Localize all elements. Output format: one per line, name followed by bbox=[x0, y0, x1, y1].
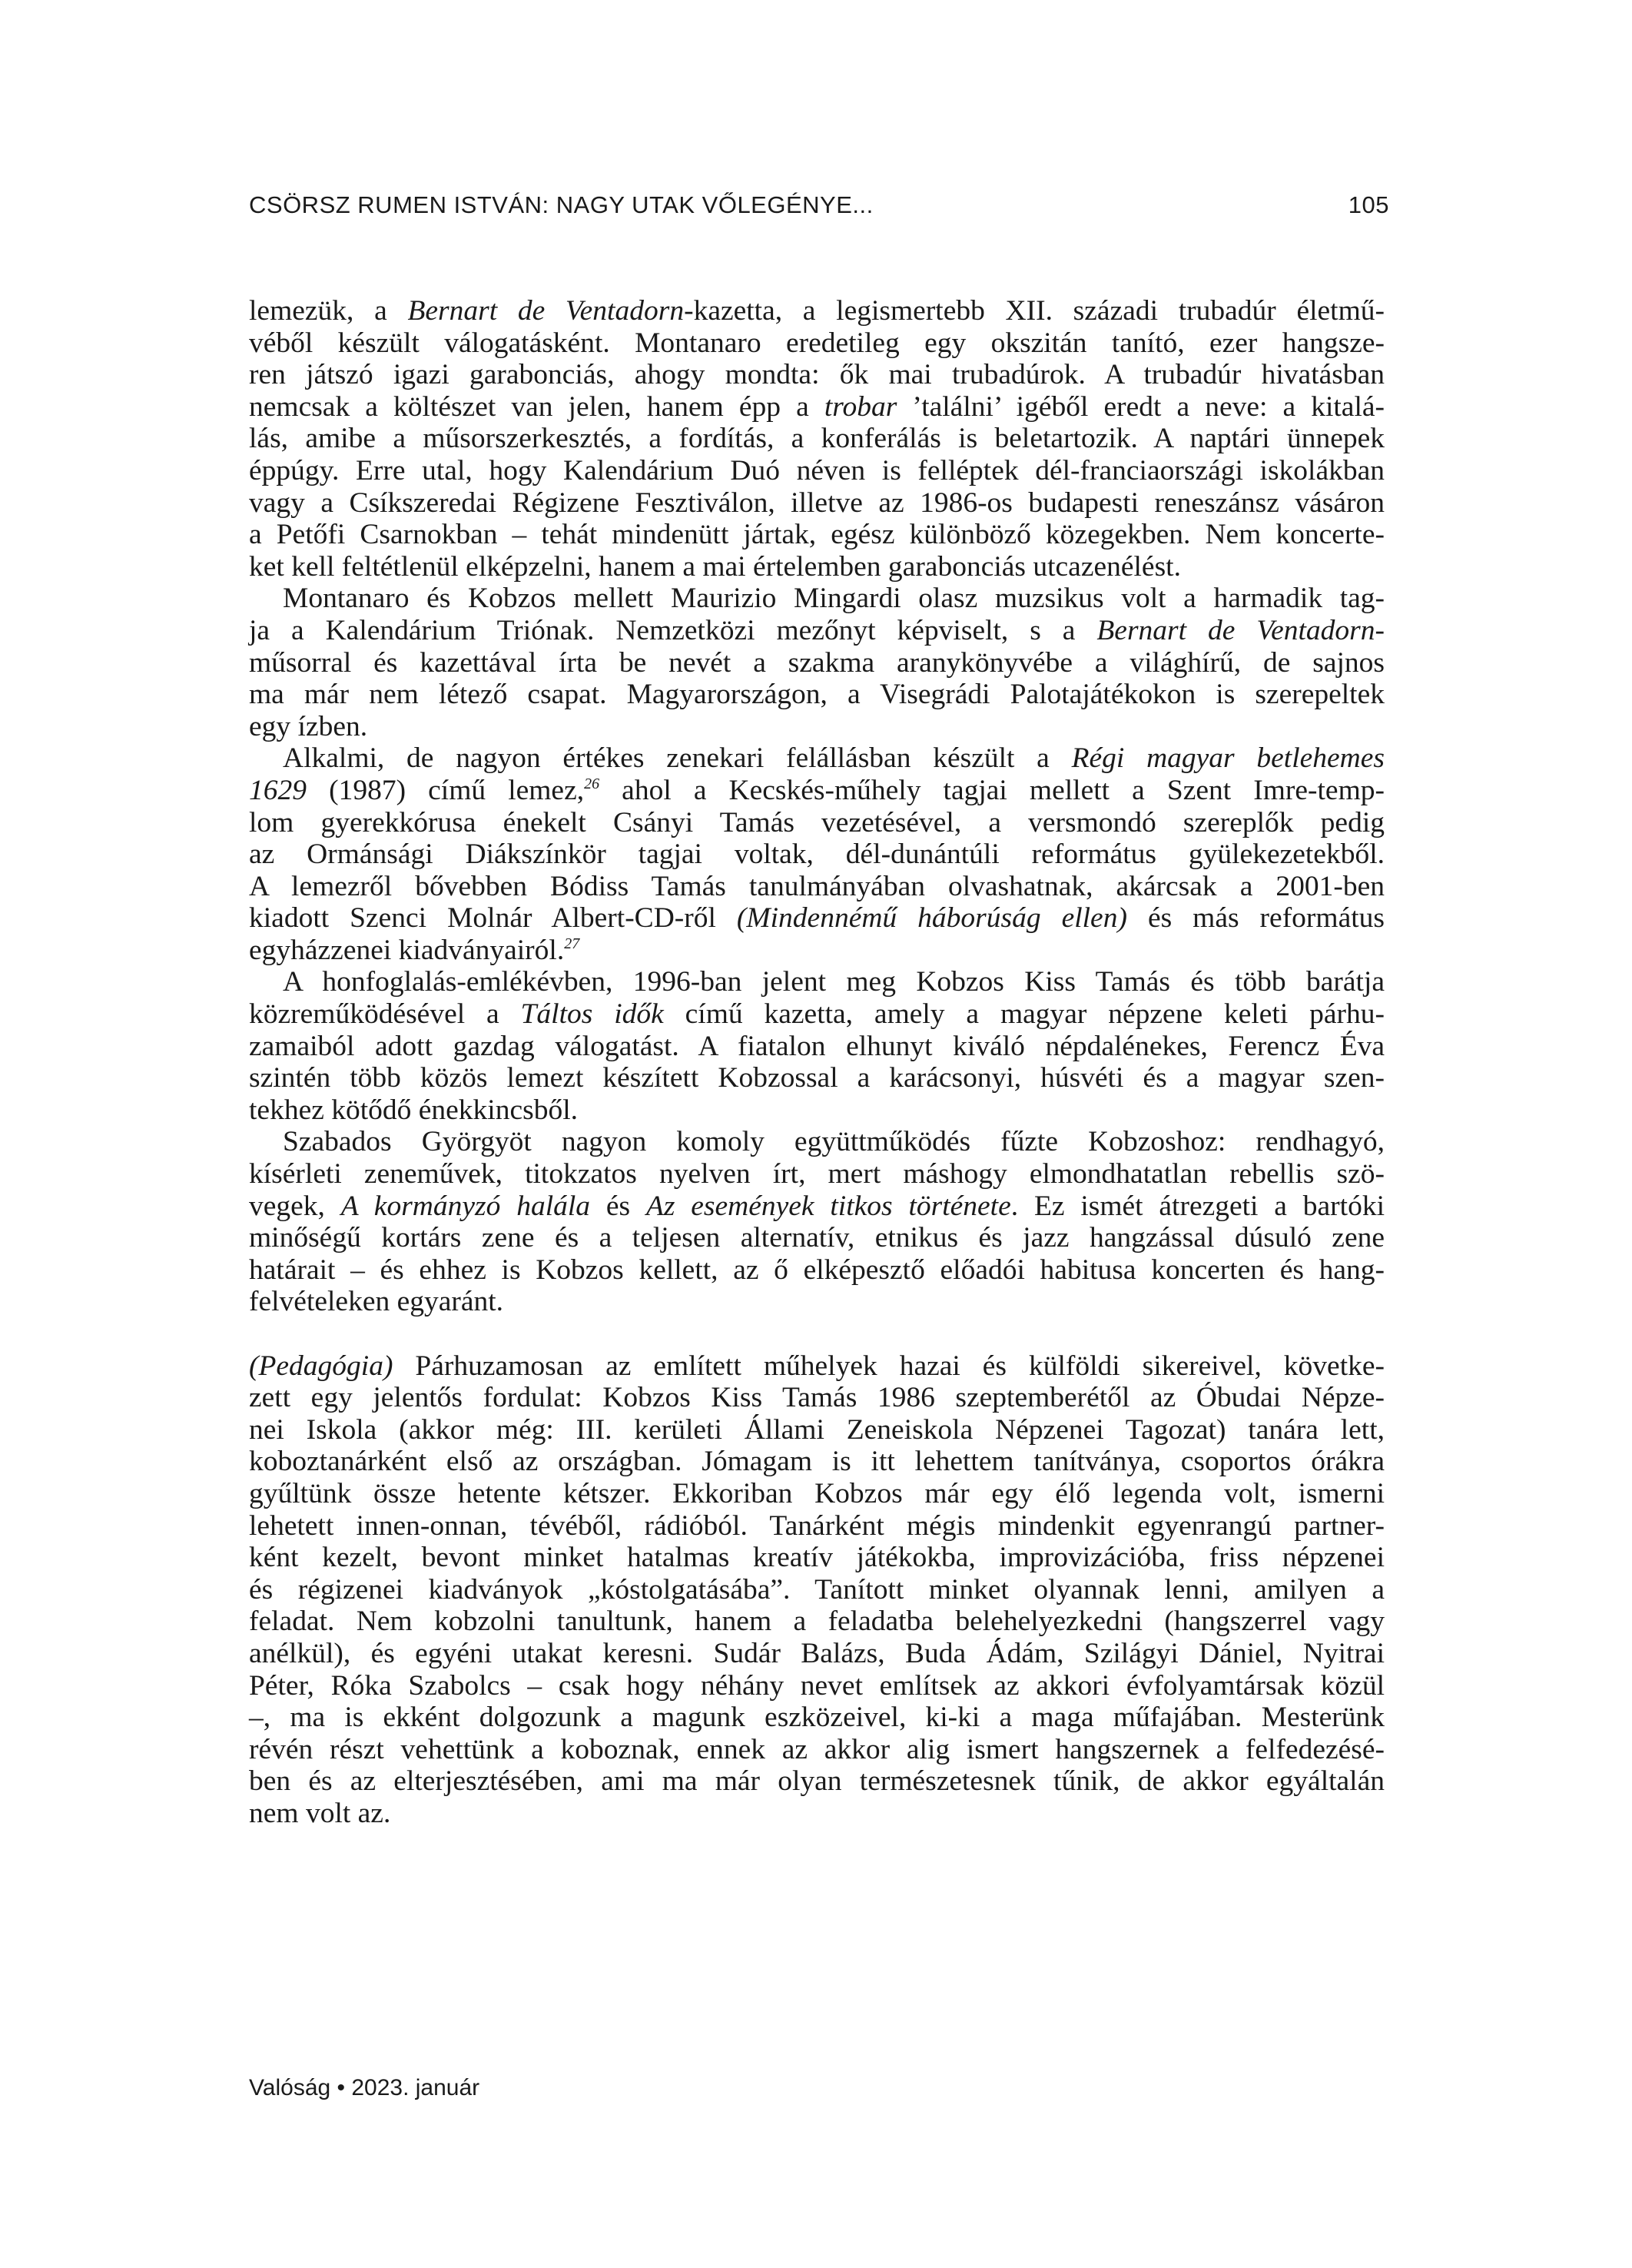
page-footer bbox=[249, 2075, 479, 2101]
text-run: lemezük, a bbox=[249, 295, 408, 327]
text-run: -kazetta, a legismertebb XII. századi trubadúr életmű- bbox=[684, 295, 1385, 327]
text-line bbox=[249, 327, 1385, 360]
text-line bbox=[249, 1798, 1385, 1830]
paragraph bbox=[249, 1126, 1385, 1318]
text-run: ben és az elterjesztésében, ami ma már olyan természetesnek tűnik, de akkor egyáltalán bbox=[249, 1765, 1385, 1798]
text-line bbox=[249, 615, 1385, 647]
text-line bbox=[249, 1414, 1385, 1446]
text-run: kiadott Szenci Molnár Albert-CD-ről bbox=[249, 902, 737, 935]
running-head bbox=[249, 191, 1389, 219]
text-run: határait – és ehhez is Kobzos kellett, az ő elképesztő előadói habitusa koncerten és hang- bbox=[249, 1254, 1385, 1286]
text-run: feladat. Nem kobzolni tanultunk, hanem a feladatba belehelyezkedni (hangszerrel vagy bbox=[249, 1606, 1385, 1638]
text-line bbox=[249, 1606, 1385, 1638]
text-line bbox=[249, 711, 1385, 743]
text-run: vagy a Csíkszeredai Régizene Fesztiválon, illetve az 1986-os budapesti reneszánsz vásáron bbox=[249, 486, 1385, 519]
text-line bbox=[249, 359, 1385, 391]
text-line bbox=[249, 1765, 1385, 1798]
text-run: ma már nem létező csapat. Magyarországon, a Visegrádi Palotajátékokon is szerepeltek bbox=[249, 679, 1385, 711]
text-line bbox=[249, 935, 1385, 967]
article-body bbox=[249, 295, 1385, 1830]
text-run: A lemezről bővebben Bódiss Tamás tanulmányában olvashatnak, akárcsak a 2001-ben bbox=[249, 870, 1385, 902]
text-run: –, ma is ekként dolgozunk a magunk eszközeivel, ki-ki a maga műfajában. Mesterünk bbox=[249, 1702, 1385, 1734]
text-run: Párhuzamosan az említett műhelyek hazai és külföldi sikereivel, követke- bbox=[393, 1350, 1385, 1382]
text-run: - bbox=[1375, 614, 1385, 646]
text-line bbox=[249, 1382, 1385, 1414]
text-run: véből készült válogatásként. Montanaro eredetileg egy okszitán tanító, ezer hangsze- bbox=[249, 327, 1385, 359]
text-line bbox=[249, 1031, 1385, 1063]
text-run: felvételeken egyaránt. bbox=[249, 1286, 504, 1318]
text-line bbox=[249, 1702, 1385, 1734]
text-line bbox=[249, 871, 1385, 903]
text-line bbox=[249, 487, 1385, 520]
text-line bbox=[249, 1638, 1385, 1670]
text-line bbox=[249, 455, 1385, 487]
text-run: gyűltünk össze hetente kétszer. Ekkoriban Kobzos már egy élő legenda volt, ismerni bbox=[249, 1477, 1385, 1509]
text-run: nemcsak a költészet van jelen, hanem épp a bbox=[249, 390, 824, 423]
paragraph bbox=[249, 295, 1385, 583]
italic-text: (Pedagógia) bbox=[249, 1350, 393, 1382]
italic-text: Bernart de Ventadorn bbox=[1096, 614, 1375, 646]
text-line bbox=[249, 1446, 1385, 1478]
text-line bbox=[249, 902, 1385, 935]
text-run: egy ízben. bbox=[249, 710, 368, 742]
italic-text: Régi magyar betlehemes bbox=[1071, 742, 1385, 775]
text-line bbox=[249, 1350, 1385, 1383]
section-gap bbox=[249, 1318, 1385, 1350]
text-line bbox=[249, 391, 1385, 423]
text-run: ahol a Kecskés-műhely tagjai mellett a Szent Imre-temp- bbox=[599, 774, 1385, 806]
text-line bbox=[249, 838, 1385, 871]
text-line bbox=[249, 1094, 1385, 1127]
text-run: műsorral és kazettával írta be nevét a szakma aranykönyvébe a világhírű, de sajnos bbox=[249, 646, 1385, 679]
text-line bbox=[249, 1478, 1385, 1510]
text-line bbox=[249, 1158, 1385, 1190]
text-run: közreműködésével a bbox=[249, 998, 521, 1031]
footnote-ref: 27 bbox=[564, 935, 580, 952]
text-line bbox=[249, 583, 1385, 615]
text-line bbox=[249, 519, 1385, 551]
text-run: lehetett innen-onnan, tévéből, rádióból. Tanárként mégis mindenkit egyenrangú partner- bbox=[249, 1509, 1385, 1542]
text-run: A honfoglalás-emlékévben, 1996-ban jelent meg Kobzos Kiss Tamás és több barátja bbox=[283, 966, 1385, 998]
italic-text: Táltos idők bbox=[520, 998, 664, 1031]
text-run: Montanaro és Kobzos mellett Maurizio Mingardi olasz muzsikus volt a harmadik tag- bbox=[283, 583, 1385, 615]
text-run: ket kell feltétlenül elképzelni, hanem a mai értelemben garabonciás utcazenélést. bbox=[249, 550, 1181, 583]
text-run: zamaiból adott gazdag válogatást. A fiatalon elhunyt kiváló népdalénekes, Ferencz Éva bbox=[249, 1030, 1385, 1062]
text-line bbox=[249, 807, 1385, 839]
text-run: szintén több közös lemezt készített Kobzossal a karácsonyi, húsvéti és a magyar szen- bbox=[249, 1062, 1385, 1094]
text-run: és régizenei kiadványok „kóstolgatásába”. Tanított minket olyannak lenni, amilyen a bbox=[249, 1573, 1385, 1606]
text-run: révén részt vehettünk a koboznak, ennek az akkor alig ismert hangszernek a felfedezésé- bbox=[249, 1733, 1385, 1765]
text-run: a Petőfi Csarnokban – tehát mindenütt jártak, egész különböző közegekben. Nem koncerte- bbox=[249, 519, 1385, 551]
text-run: lás, amibe a műsorszerkesztés, a fordítás, a konferálás is beletartozik. A naptári ünnepek bbox=[249, 423, 1385, 455]
text-line bbox=[249, 1286, 1385, 1318]
text-line bbox=[249, 998, 1385, 1031]
text-line bbox=[249, 647, 1385, 679]
text-run: ren játszó igazi garabonciás, ahogy mondta: ők mai trubadúrok. A trubadúr hivatásban bbox=[249, 359, 1385, 391]
footnote-ref: 26 bbox=[584, 775, 600, 792]
journal-issue: Valóság • 2023. január bbox=[249, 2075, 480, 2100]
text-line bbox=[249, 1126, 1385, 1158]
text-run: vegek, bbox=[249, 1190, 341, 1222]
text-run: nei Iskola (akkor még: III. kerületi Állami Zeneiskola Népzenei Tagozat) tanára lett, bbox=[249, 1413, 1385, 1446]
paragraph bbox=[249, 583, 1385, 742]
text-run: egyházzenei kiadványairól. bbox=[249, 934, 565, 966]
paragraph bbox=[249, 1350, 1385, 1830]
text-run: zett egy jelentős fordulat: Kobzos Kiss Tamás 1986 szeptemberétől az Óbudai Népze- bbox=[249, 1382, 1385, 1414]
text-run: és más református bbox=[1126, 902, 1385, 935]
text-line bbox=[249, 1254, 1385, 1287]
text-line bbox=[249, 1510, 1385, 1542]
text-run: lom gyerekkórusa énekelt Csányi Tamás vezetésével, a versmondó szereplők pedig bbox=[249, 806, 1385, 838]
text-line bbox=[249, 295, 1385, 327]
text-line bbox=[249, 551, 1385, 583]
text-run: az Ormánsági Diákszínkör tagjai voltak, dél-dunántúli református gyülekezetekből. bbox=[249, 838, 1385, 871]
italic-text: 1629 bbox=[249, 774, 307, 806]
text-run: ’találni’ igéből eredt a neve: a kitalá- bbox=[897, 390, 1385, 423]
text-line bbox=[249, 966, 1385, 998]
italic-text: Bernart de Ventadorn bbox=[407, 295, 685, 327]
text-line bbox=[249, 1542, 1385, 1574]
text-line bbox=[249, 423, 1385, 455]
text-run: (1987) című lemez, bbox=[307, 774, 585, 806]
paragraph bbox=[249, 742, 1385, 966]
text-run: című kazetta, amely a magyar népzene keleti párhu- bbox=[663, 998, 1385, 1031]
text-run: Péter, Róka Szabolcs – csak hogy néhány nevet említsek az akkori évfolyamtársak közül bbox=[249, 1669, 1385, 1702]
text-run: és bbox=[590, 1190, 646, 1222]
text-run: minőségű kortárs zene és a teljesen alternatív, etnikus és jazz hangzással dúsuló zene bbox=[249, 1222, 1385, 1254]
text-run: nem volt az. bbox=[249, 1797, 391, 1829]
text-line bbox=[249, 1670, 1385, 1702]
text-line bbox=[249, 1062, 1385, 1094]
text-run: ja a Kalendárium Triónak. Nemzetközi mezőnyt képviselt, s a bbox=[249, 614, 1097, 646]
text-run: koboztanárként első az országban. Jómagam is itt lehettem tanítványa, csoportos órákra bbox=[249, 1446, 1385, 1478]
text-line bbox=[249, 1574, 1385, 1606]
paragraph bbox=[249, 966, 1385, 1126]
text-run: Szabados Györgyöt nagyon komoly együttműködés fűzte Kobzoshoz: rendhagyó, bbox=[283, 1126, 1385, 1158]
text-line bbox=[249, 679, 1385, 711]
text-run: . Ez ismét átrezgeti a bartóki bbox=[1010, 1190, 1385, 1222]
text-line bbox=[249, 1222, 1385, 1254]
text-run: tekhez kötődő énekkincsből. bbox=[249, 1094, 579, 1126]
italic-text: A kormányzó halála bbox=[340, 1190, 591, 1222]
text-run: Alkalmi, de nagyon értékes zenekari felállásban készült a bbox=[283, 742, 1072, 775]
running-head-title: CSÖRSZ RUMEN ISTVÁN: NAGY UTAK VŐLEGÉNYE... bbox=[249, 191, 874, 218]
text-line bbox=[249, 1734, 1385, 1766]
text-run: éppúgy. Erre utal, hogy Kalendárium Duó néven is felléptek dél-franciaországi iskolákban bbox=[249, 454, 1385, 486]
page-number: 105 bbox=[1348, 191, 1389, 218]
italic-text: trobar bbox=[824, 390, 897, 423]
text-run: ként kezelt, bevont minket hatalmas kreatív játékokba, improvizációba, friss népzenei bbox=[249, 1542, 1385, 1574]
text-run: anélkül), és egyéni utakat keresni. Sudár Balázs, Buda Ádám, Szilágyi Dániel, Nyitrai bbox=[249, 1637, 1385, 1669]
text-line bbox=[249, 1190, 1385, 1223]
text-line bbox=[249, 742, 1385, 775]
text-line bbox=[249, 775, 1385, 807]
text-run: kísérleti zeneművek, titokzatos nyelven írt, mert máshogy elmondhatatlan rebellis szö- bbox=[249, 1158, 1385, 1190]
italic-text: Az események titkos története bbox=[645, 1190, 1011, 1222]
italic-text: (Mindennémű háborúság ellen) bbox=[736, 902, 1127, 935]
